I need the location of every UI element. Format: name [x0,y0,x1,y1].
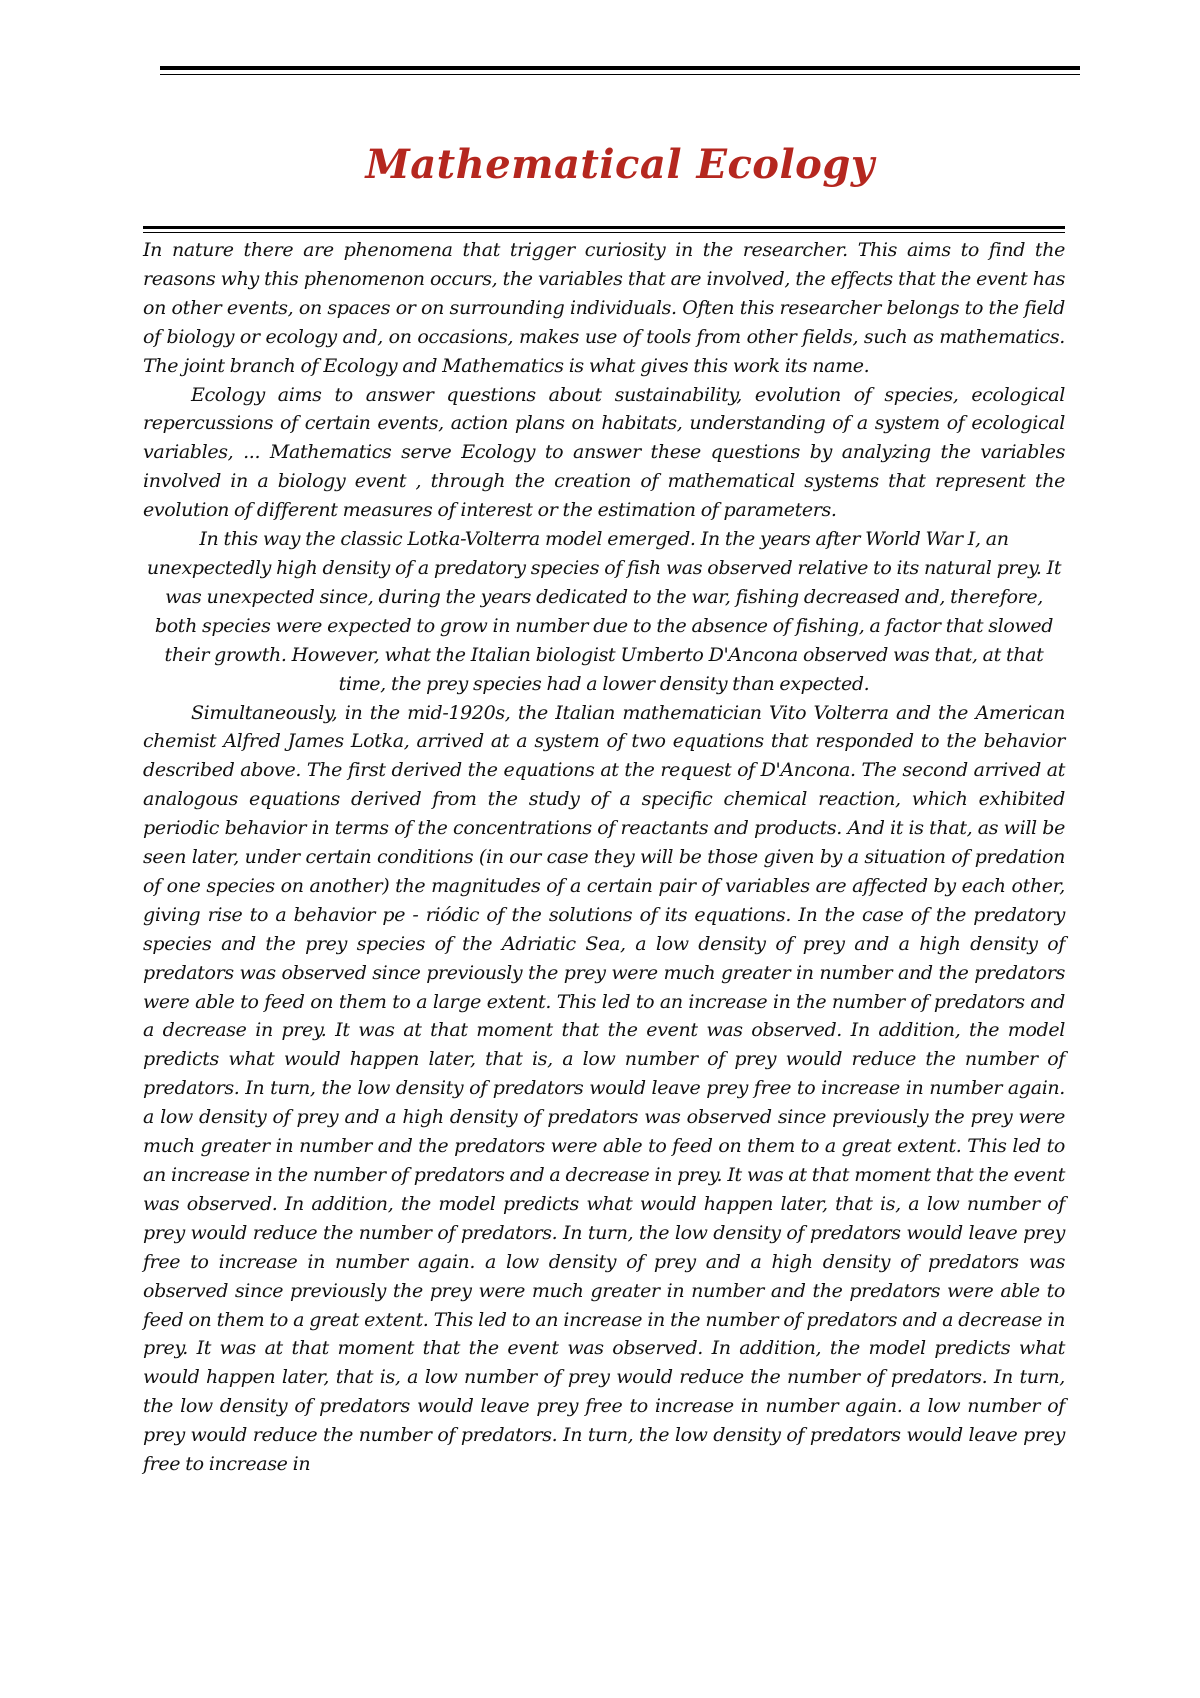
title-rule-thick [143,226,1065,229]
paragraph-lotka-volterra-origin: In this way the classic Lotka-Volterra model emerged. In the years after World War I, an unexpectedly high density of a predatory species of fish was observed relative to its natural prey. It was unexpected since, during the years dedicated to the war, fishing decreased and, therefore, both species were expected to grow in number due to the absence of fishing, a factor that slowed their growth. However, what the Italian biologist Umberto D'Ancona observed was that, at that time, the prey species had a lower density than expected. [146,528,1062,695]
top-rule-thin [160,74,1080,75]
document-body [143,236,1065,1479]
paragraph-ecology-aims: Ecology aims to answer questions about sustainability, evolution of species, ecological repercussions of certain events, action plans on habitats, understanding of a system of ecological variables, ... Mathematics serve Ecology to answer these questions by analyzing the variables involved in a biology event , through the creation of mathematical systems that represent the evolution of different measures of interest or the estimation of parameters. [143,383,1065,522]
top-rule-thick [160,66,1080,70]
title-rule-thin [143,232,1065,233]
document-title: Mathematical Ecology [365,140,875,188]
paragraph-volterra-lotka-equations: Simultaneously, in the mid-1920s, the Italian mathematician Vito Volterra and the American chemist Alfred James Lotka, arrived at a system of two equations that responded to the behavior described above. The first derived the equations at the request of D'Ancona. The second arrived at analogous equations derived from the study of a specific chemical reaction, which exhibited periodic behavior in terms of the concentrations of reactants and products. And it is that, as will be seen later, under certain conditions (in our case they will be those given by a situation of predation of one species on another) the magnitudes of a certain pair of variables are affected by each other, giving rise to a behavior pe - riódic of the solutions of its equations. In the case of the predatory species and the prey species of the Adriatic Sea, a low density of prey and a high density of predators was observed since previously the prey were much greater in number and the predators were able to feed on them to a large extent. This led to an increase in the number of predators and a decrease in prey. It was at that moment that the event was observed. In addition, the model predicts what would happen later, that is, a low number of prey would reduce the number of predators. In turn, the low density of predators would leave prey free to increase in number again. a low density of prey and a high density of predators was observed since previously the prey were much greater in number and the predators were able to feed on them to a great extent. This led to an increase in the number of predators and a decrease in prey. It was at that moment that the event was observed. In addition, the model predicts what would happen later, that is, a low number of prey would reduce the number of predators. In turn, the low density of predators would leave prey free to increase in number again. a low density of prey and a high density of predators was observed since previously the prey were much greater in number and the predators were able to feed on them to a great extent. This led to an increase in the number of predators and a decrease in prey. It was at that moment that the event was observed. In addition, the model predicts what would happen later, that is, a low number of prey would reduce the number of predators. In turn, the low density of predators would leave prey free to increase in number again. a low number of prey would reduce the number of predators. In turn, the low density of predators would leave prey free to increase in [143,701,1065,1476]
paragraph-intro: In nature there are phenomena that trigger curiosity in the researcher. This aims to find the reasons why this phenomenon occurs, the variables that are involved, the effects that the event has on other events, on spaces or on surrounding individuals. Often this researcher belongs to the field of biology or ecology and, on occasions, makes use of tools from other fields, such as mathematics. The joint branch of Ecology and Mathematics is what gives this work its name. [143,239,1065,377]
